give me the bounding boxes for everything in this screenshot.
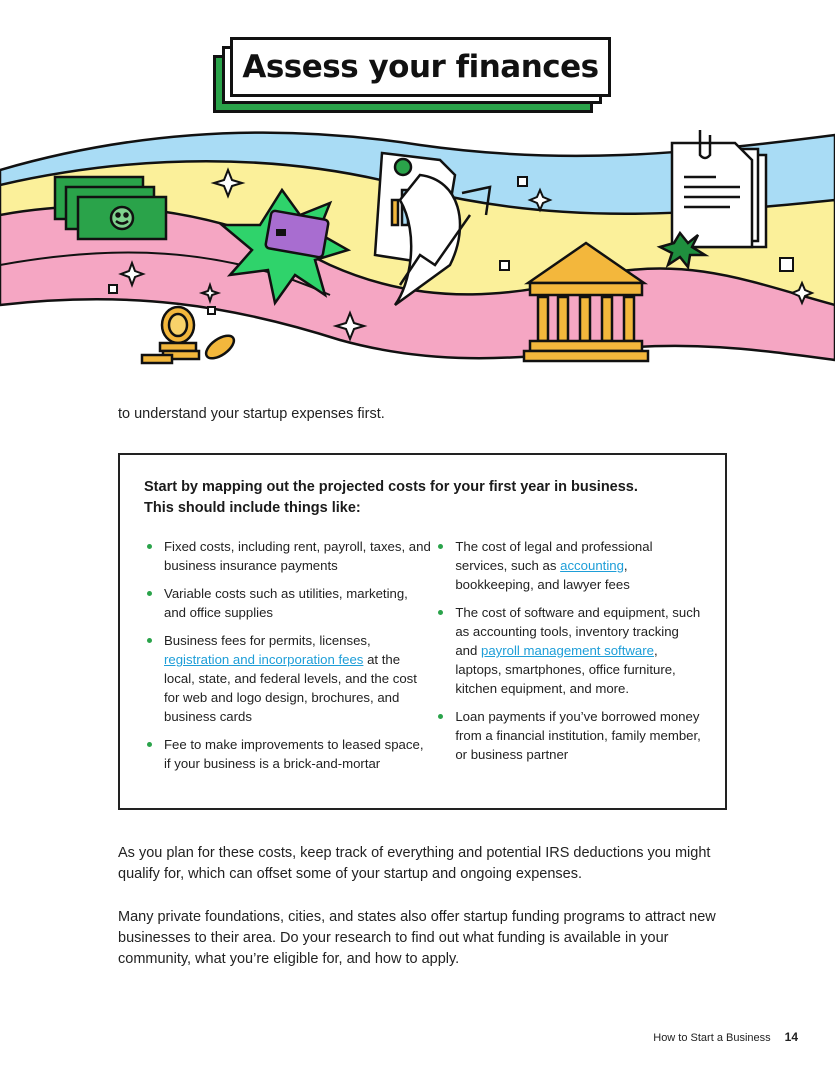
- document-icon: [660, 130, 766, 267]
- footer-doc-title: How to Start a Business: [653, 1032, 771, 1044]
- coins-icon: [142, 307, 238, 363]
- payroll-software-link[interactable]: payroll management software: [480, 643, 654, 658]
- box-heading-line1: Start by mapping out the projected costs for your first year in business.: [144, 479, 638, 495]
- page-title: Assess your finances: [242, 49, 599, 85]
- startup-costs-box: [118, 453, 727, 810]
- page-number: 14: [784, 1030, 798, 1044]
- bullet-fixed-costs: Fixed costs, including rent, payroll, taxes, and business insurance payments: [144, 537, 433, 575]
- title-banner: [213, 37, 613, 117]
- bullet-improvements: Fee to make improvements to leased space, if your business is a brick-and-mortar: [144, 735, 433, 773]
- paragraph-irs-deductions: As you plan for these costs, keep track of everything and potential IRS deductions you might qualify for, which can offset some of your startup and ongoing expenses.: [118, 845, 711, 882]
- bullet-business-fees: Business fees for permits, licenses, registration and incorporation fees at the local, state, and federal levels, and the cost for web and logo design, brochures, and business cards: [144, 631, 433, 726]
- left-bullet-list: [144, 537, 433, 782]
- box-heading-line2: This should include things like:: [144, 500, 361, 516]
- bullet-loan-payments: Loan payments if you’ve borrowed money from a financial institution, family member, or business partner: [435, 707, 701, 764]
- bullet-software-equipment: The cost of software and equipment, such as accounting tools, inventory tracking and payroll management software, laptops, smartphones, office furniture, kitchen equipment, and more.: [435, 603, 701, 698]
- right-bullet-list: [435, 537, 701, 782]
- box-heading: [144, 477, 701, 519]
- intro-text: to understand your startup expenses first.: [118, 406, 385, 422]
- title-box: [230, 37, 611, 97]
- registration-fees-link[interactable]: registration and incorporation fees: [164, 652, 364, 667]
- paragraph-funding-programs: Many private foundations, cities, and states also offer startup funding programs to attract new businesses to their area. Do your research to find out what funding is available in your community, what you’re eligible for, and how to apply.: [118, 909, 716, 967]
- page-footer: [653, 1030, 798, 1044]
- accounting-link[interactable]: accounting: [560, 558, 624, 573]
- bullet-variable-costs: Variable costs such as utilities, marketing, and office supplies: [144, 584, 433, 622]
- finance-illustration: [0, 115, 835, 390]
- money-icon: [55, 177, 166, 239]
- bullet-legal-costs: The cost of legal and professional services, such as accounting, bookkeeping, and lawyer fees: [435, 537, 701, 594]
